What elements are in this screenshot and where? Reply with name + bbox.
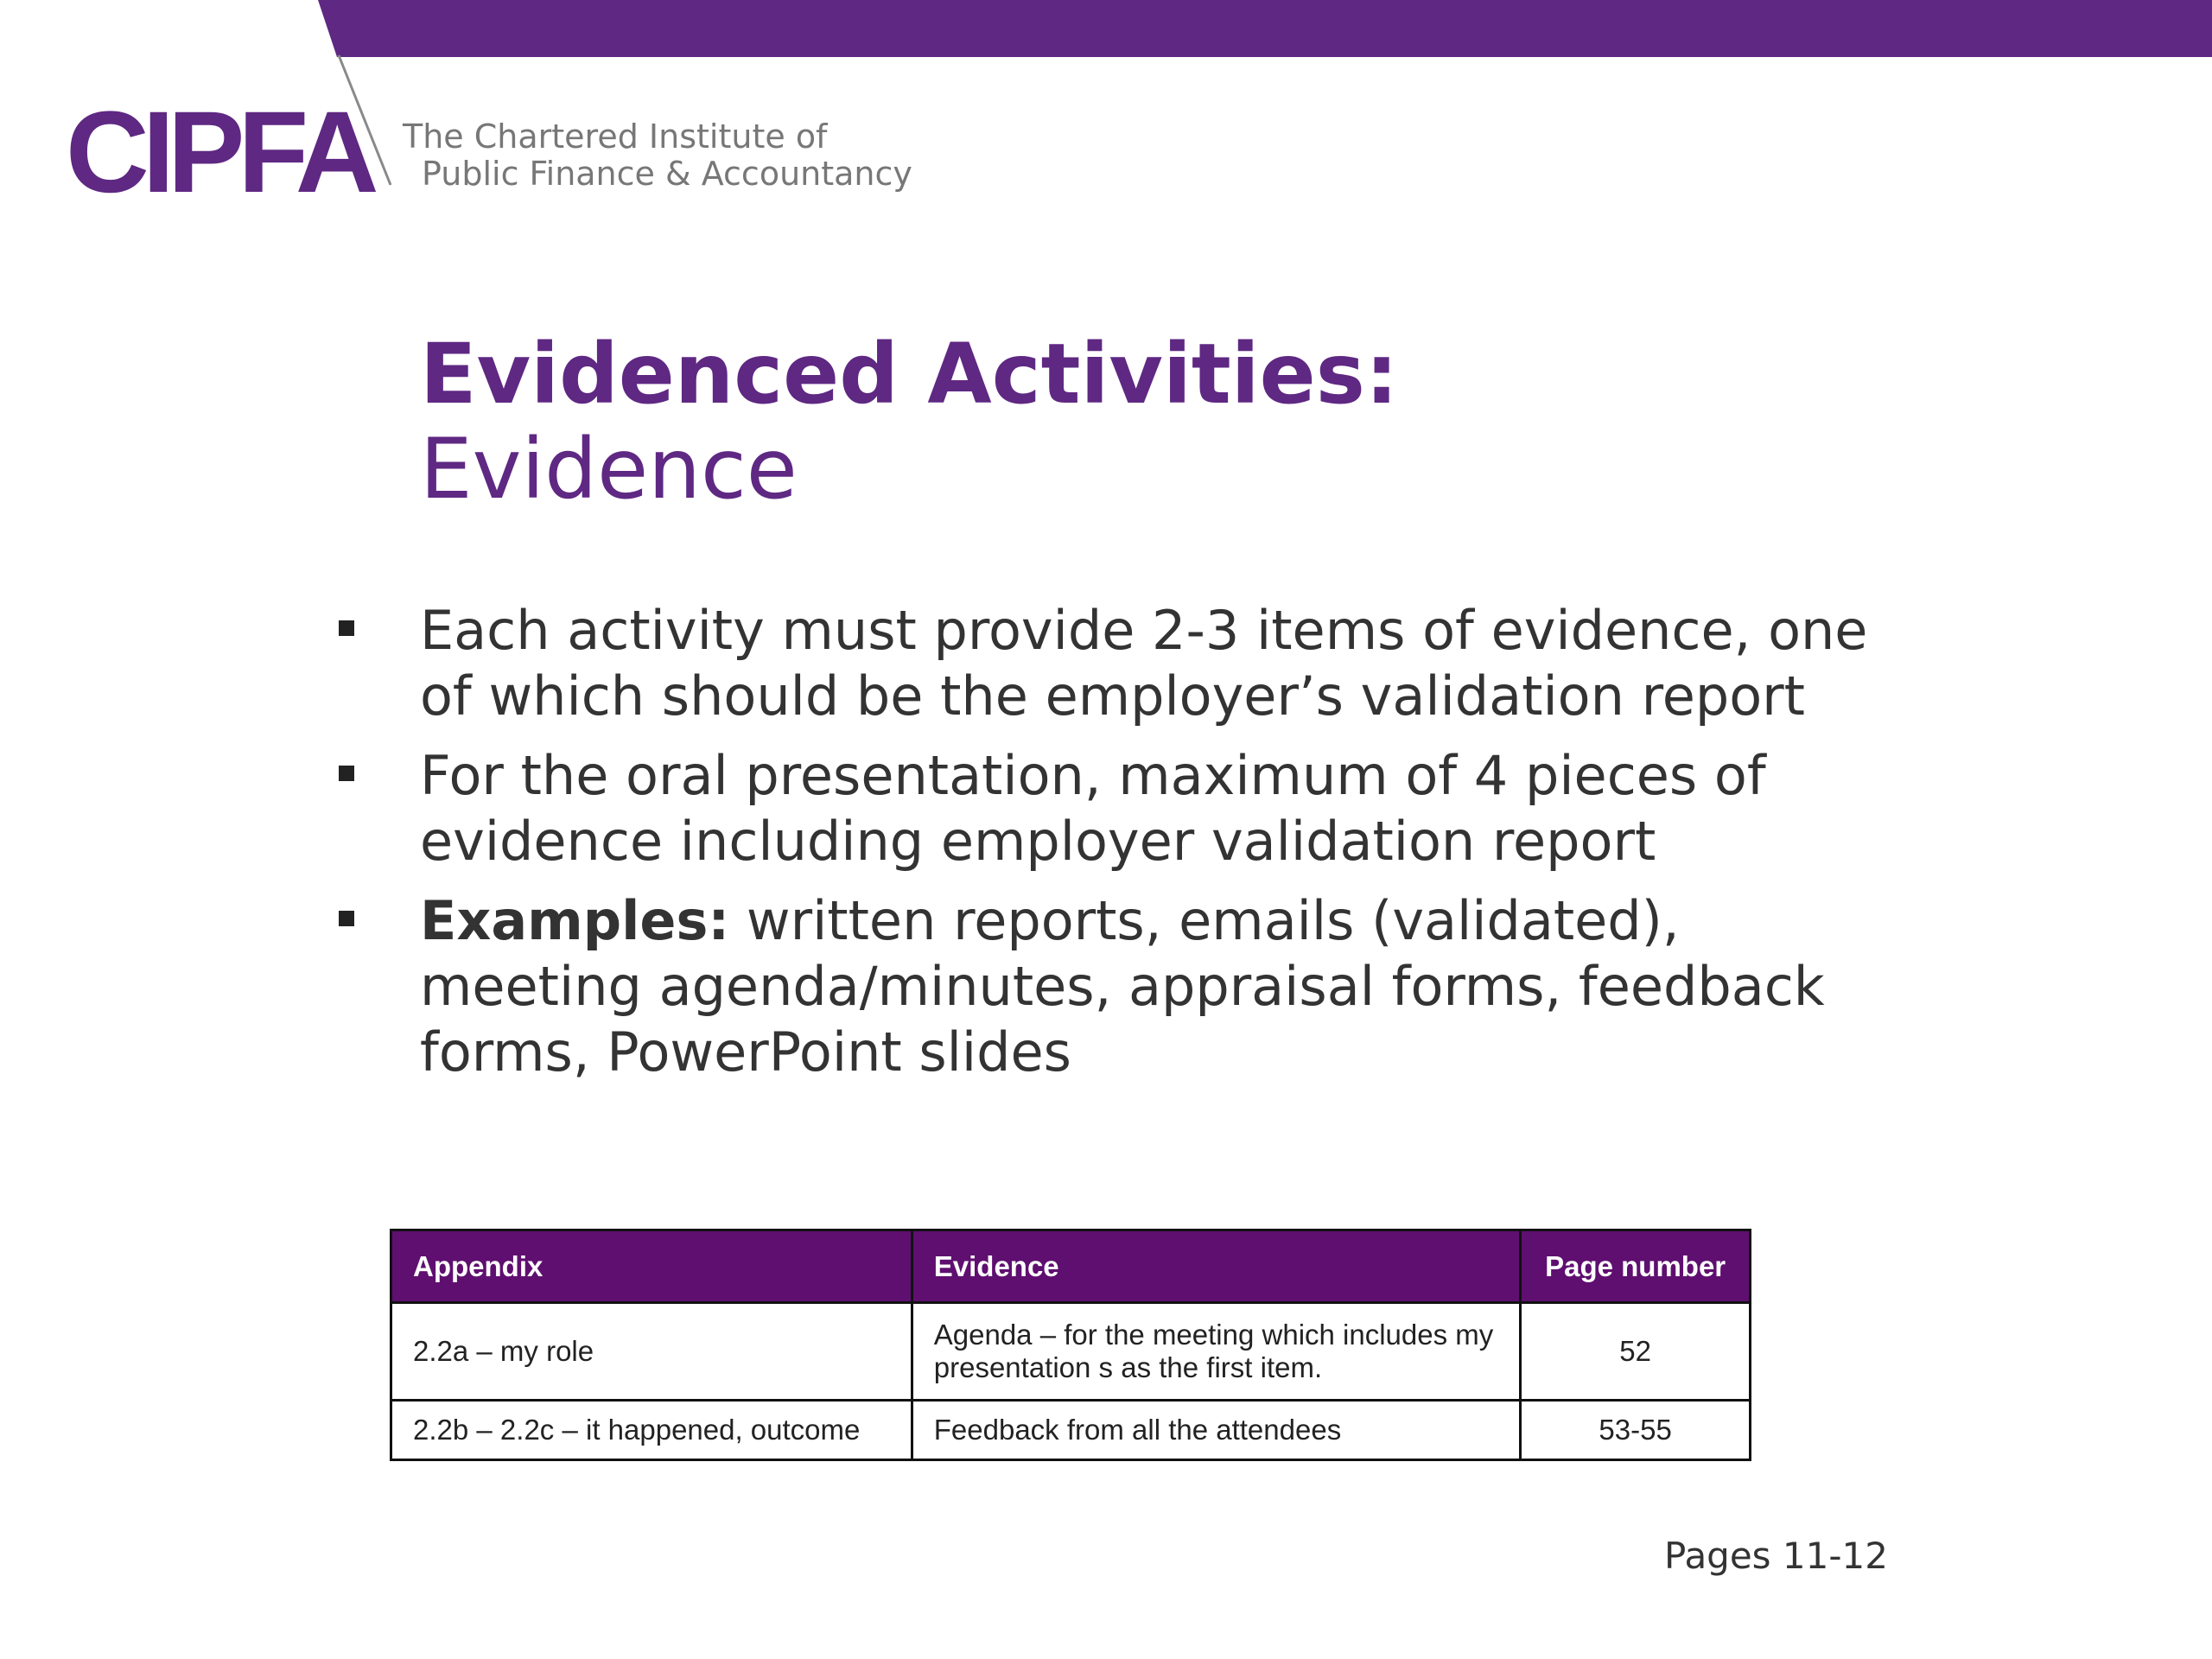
column-header-appendix: Appendix <box>391 1230 912 1303</box>
cell-appendix: 2.2a – my role <box>391 1303 912 1401</box>
pages-reference: Pages 11-12 <box>1664 1535 1888 1577</box>
bullet-list <box>328 598 1918 1099</box>
brand-band-shape <box>318 0 2212 57</box>
bullet-text: Each activity must provide 2-3 items of evidence, one of which should be the employer’s validation report <box>420 599 1868 728</box>
square-bullet-icon <box>339 911 354 926</box>
bullet-text: For the oral presentation, maximum of 4 pieces of evidence including employer validation report <box>420 744 1766 873</box>
organization-name <box>403 118 912 193</box>
square-bullet-icon <box>339 620 354 636</box>
organization-name-line-2: Public Finance & Accountancy <box>422 155 912 193</box>
cell-evidence: Feedback from all the attendees <box>912 1401 1521 1460</box>
cell-evidence: Agenda – for the meeting which includes my presentation s as the first item. <box>912 1303 1521 1401</box>
organization-name-line-1: The Chartered Institute of <box>403 118 828 156</box>
bullet-item <box>328 743 1918 874</box>
bullet-text: written reports, emails (validated), meeting agenda/minutes, appraisal forms, feedback forms, PowerPoint slides <box>420 889 1825 1084</box>
table-row <box>391 1401 1751 1460</box>
cell-page-number: 52 <box>1521 1303 1751 1401</box>
cell-page-number: 53-55 <box>1521 1401 1751 1460</box>
bullet-item <box>328 888 1918 1085</box>
bullet-lead: Examples: <box>420 889 730 952</box>
square-bullet-icon <box>339 766 354 781</box>
bullet-item <box>328 598 1918 729</box>
slide-title-subtitle: Evidence <box>420 421 798 518</box>
evidence-table <box>390 1229 1751 1461</box>
slide-title-bold: Evidenced Activities: <box>420 326 1399 423</box>
cell-appendix: 2.2b – 2.2c – it happened, outcome <box>391 1401 912 1460</box>
table-header-row <box>391 1230 1751 1303</box>
cipfa-logo: CIPFA <box>66 88 372 217</box>
table-row <box>391 1303 1751 1401</box>
slide-title <box>420 327 1398 518</box>
column-header-page-number: Page number <box>1521 1230 1751 1303</box>
column-header-evidence: Evidence <box>912 1230 1521 1303</box>
